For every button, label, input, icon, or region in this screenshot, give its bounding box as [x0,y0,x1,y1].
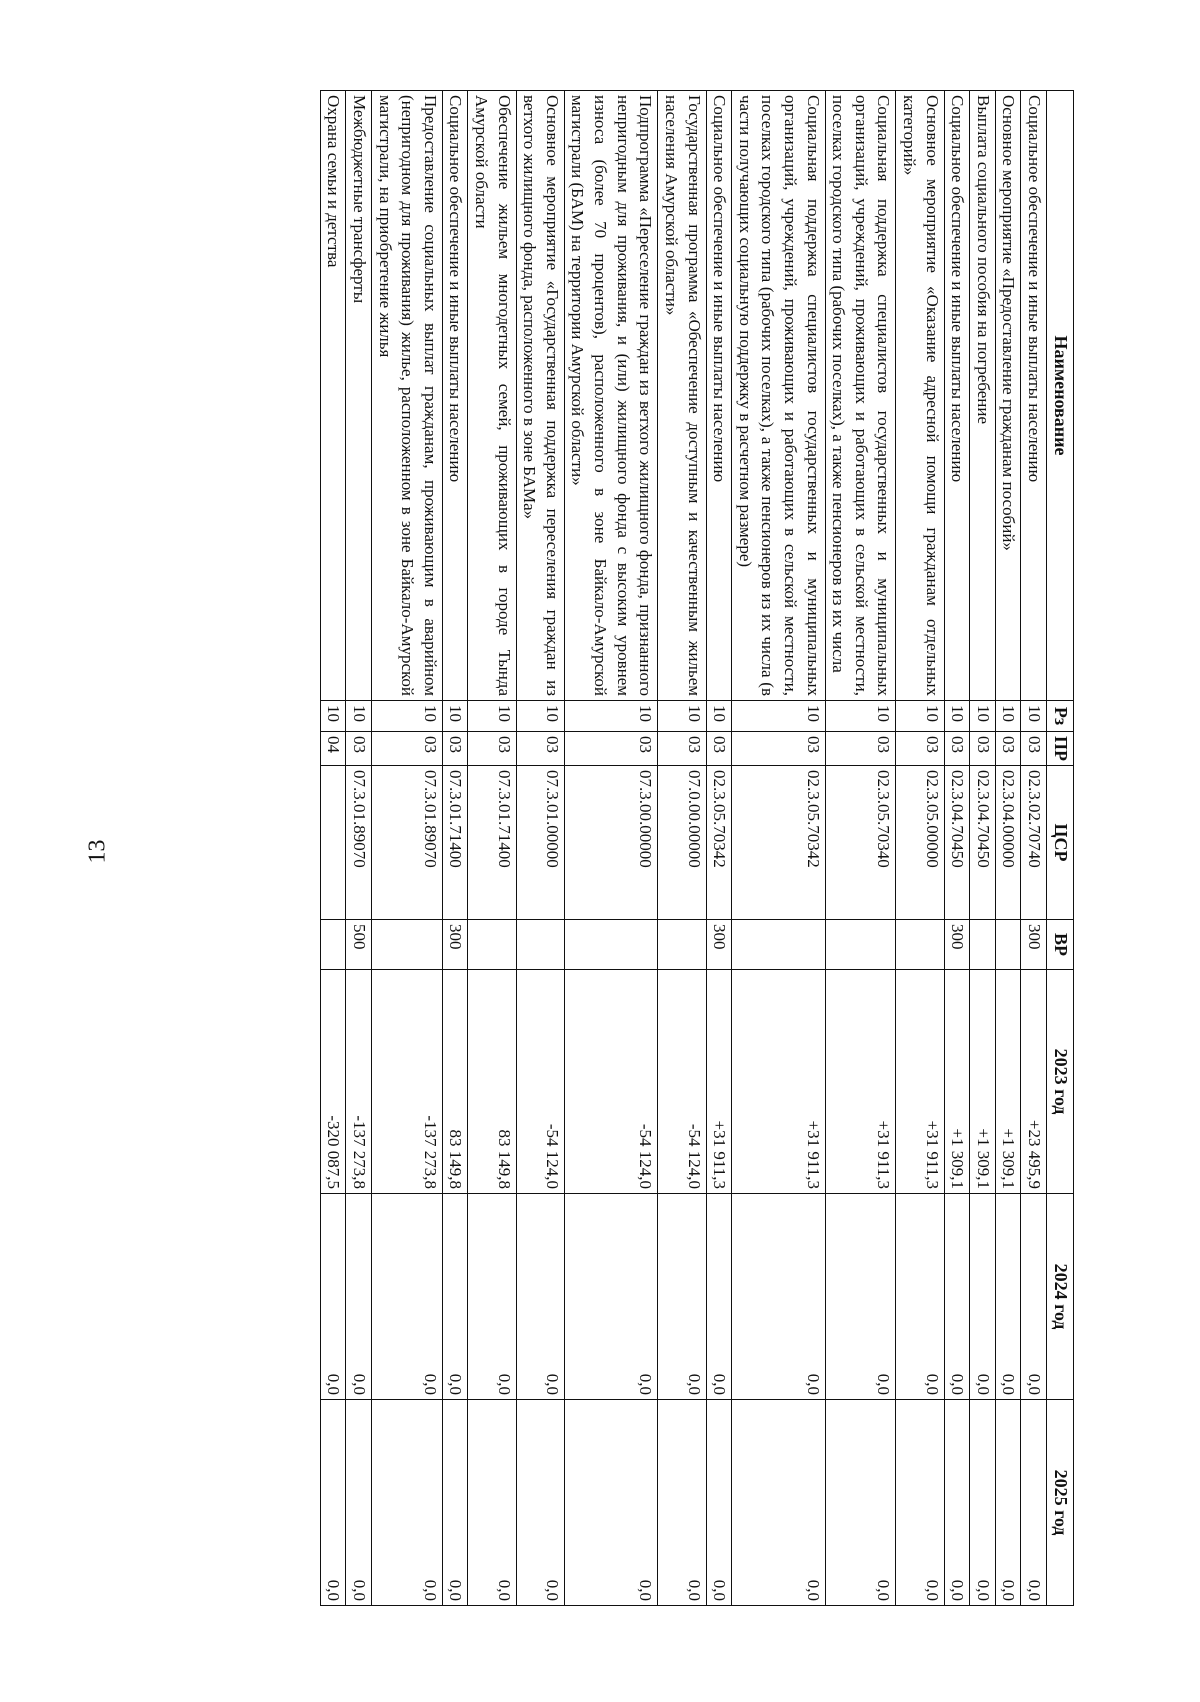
cell-csr: 07.3.01.71400 [468,766,516,920]
cell-rz: 10 [944,701,970,732]
table-row [896,91,944,1606]
cell-2025: 0,0 [896,1400,944,1606]
cell-2025: 0,0 [1021,1400,1047,1606]
cell-vr: 300 [442,920,468,970]
budget-table [320,90,1074,1606]
table-row [970,91,996,1606]
cell-rz: 10 [346,701,372,732]
cell-vr: 500 [346,920,372,970]
cell-csr: 02.3.05.70342 [706,766,732,920]
cell-name: Выплата социального пособия на погребение [970,91,996,701]
rotated-table-container [194,90,1074,1605]
header-2024: 2024 год [1047,1194,1074,1400]
cell-2024: 0,0 [516,1194,564,1400]
cell-vr [995,920,1021,970]
table-row [658,91,706,1606]
table-row [995,91,1021,1606]
cell-2025: 0,0 [564,1400,657,1606]
cell-vr [320,920,346,970]
cell-2023: -137 273,8 [372,970,443,1194]
cell-rz: 10 [320,701,346,732]
cell-pr: 03 [732,732,825,766]
cell-name: Обеспечение жильем многодетных семей, проживающих в городе Тында Амурской области [468,91,516,701]
cell-2023: +1 309,1 [944,970,970,1194]
cell-csr: 07.3.01.89070 [346,766,372,920]
cell-pr: 03 [995,732,1021,766]
header-rz: Рз [1047,701,1074,732]
cell-pr: 03 [825,732,896,766]
table-row [1021,91,1047,1606]
page-number: 13 [84,839,111,864]
cell-vr [825,920,896,970]
cell-vr [658,920,706,970]
cell-pr: 03 [516,732,564,766]
cell-2024: 0,0 [564,1194,657,1400]
cell-pr: 03 [706,732,732,766]
cell-2023: +1 309,1 [970,970,996,1194]
header-csr: ЦСР [1047,766,1074,920]
cell-pr: 03 [944,732,970,766]
cell-pr: 04 [320,732,346,766]
cell-rz: 10 [732,701,825,732]
cell-name: Социальное обеспечение и иные выплаты населению [944,91,970,701]
cell-2023: +23 495,9 [1021,970,1047,1194]
cell-rz: 10 [896,701,944,732]
cell-2024: 0,0 [970,1194,996,1400]
table-row [516,91,564,1606]
cell-name: Социальное обеспечение и иные выплаты населению [706,91,732,701]
cell-name: Основное мероприятие «Предоставление гражданам пособий» [995,91,1021,701]
table-row [706,91,732,1606]
table-row [442,91,468,1606]
cell-pr: 03 [970,732,996,766]
cell-2023: -320 087,5 [320,970,346,1194]
table-row [825,91,896,1606]
cell-rz: 10 [706,701,732,732]
cell-name: Охрана семьи и детства [320,91,346,701]
cell-2025: 0,0 [732,1400,825,1606]
cell-name: Межбюджетные трансферты [346,91,372,701]
cell-pr: 03 [896,732,944,766]
cell-2023: -54 124,0 [516,970,564,1194]
cell-pr: 03 [1021,732,1047,766]
cell-vr [732,920,825,970]
cell-2024: 0,0 [1021,1194,1047,1400]
cell-rz: 10 [564,701,657,732]
cell-rz: 10 [468,701,516,732]
table-row [944,91,970,1606]
cell-2023: +31 911,3 [896,970,944,1194]
cell-2023: +31 911,3 [732,970,825,1194]
cell-2024: 0,0 [896,1194,944,1400]
cell-2024: 0,0 [995,1194,1021,1400]
cell-2025: 0,0 [516,1400,564,1606]
cell-vr [516,920,564,970]
cell-csr: 02.3.04.00000 [995,766,1021,920]
cell-pr: 03 [658,732,706,766]
cell-csr: 02.3.05.00000 [896,766,944,920]
cell-vr: 300 [944,920,970,970]
table-row [468,91,516,1606]
cell-name: Социальная поддержка специалистов государственных и муниципальных организаций, учреждений, проживающих и работающих в сельской местности, поселках городского типа (рабочих поселках), а также пенсионеров из их числа [825,91,896,701]
cell-pr: 03 [442,732,468,766]
cell-csr [320,766,346,920]
cell-rz: 10 [442,701,468,732]
cell-vr [468,920,516,970]
cell-2023: +1 309,1 [995,970,1021,1194]
table-body [320,91,1046,1606]
cell-2024: 0,0 [825,1194,896,1400]
header-vr: ВР [1047,920,1074,970]
cell-csr: 02.3.04.70450 [944,766,970,920]
cell-vr [896,920,944,970]
cell-2025: 0,0 [706,1400,732,1606]
cell-csr: 07.3.01.00000 [516,766,564,920]
table-row [372,91,443,1606]
cell-csr: 07.3.01.89070 [372,766,443,920]
cell-2025: 0,0 [320,1400,346,1606]
header-2025: 2025 год [1047,1400,1074,1606]
cell-rz: 10 [995,701,1021,732]
cell-2025: 0,0 [372,1400,443,1606]
cell-2024: 0,0 [320,1194,346,1400]
cell-2023: -54 124,0 [658,970,706,1194]
cell-2024: 0,0 [658,1194,706,1400]
cell-name: Основное мероприятие «Государственная поддержка переселения граждан из ветхого жилищного фонда, расположенного в зоне БАМа» [516,91,564,701]
cell-csr: 02.3.05.70342 [732,766,825,920]
cell-rz: 10 [970,701,996,732]
cell-vr [372,920,443,970]
header-pr: ПР [1047,732,1074,766]
cell-2024: 0,0 [732,1194,825,1400]
cell-pr: 03 [372,732,443,766]
cell-2025: 0,0 [970,1400,996,1606]
cell-name: Социальное обеспечение и иные выплаты населению [442,91,468,701]
table-header-row [1047,91,1074,1606]
cell-rz: 10 [825,701,896,732]
cell-csr: 07.3.00.00000 [564,766,657,920]
cell-2025: 0,0 [346,1400,372,1606]
cell-2024: 0,0 [944,1194,970,1400]
cell-csr: 02.3.05.70340 [825,766,896,920]
cell-rz: 10 [516,701,564,732]
header-name: Наименование [1047,91,1074,701]
cell-2023: +31 911,3 [706,970,732,1194]
cell-name: Подпрограмма «Переселение граждан из ветхого жилищного фонда, признанного непригодным для проживания, и (или) жилищного фонда с высоким уровнем износа (более 70 процентов), расположенного в зоне Байкало-Амурской магистрали (БАМ) на территории Амурской области» [564,91,657,701]
cell-2024: 0,0 [468,1194,516,1400]
cell-rz: 10 [1021,701,1047,732]
cell-2025: 0,0 [995,1400,1021,1606]
header-2023: 2023 год [1047,970,1074,1194]
cell-2024: 0,0 [346,1194,372,1400]
table-row [346,91,372,1606]
table-row [564,91,657,1606]
cell-2024: 0,0 [442,1194,468,1400]
cell-vr: 300 [706,920,732,970]
cell-pr: 03 [468,732,516,766]
cell-csr: 07.3.01.71400 [442,766,468,920]
cell-name: Государственная программа «Обеспечение доступным и качественным жильем населения Амурской области» [658,91,706,701]
cell-rz: 10 [372,701,443,732]
cell-2025: 0,0 [825,1400,896,1606]
cell-2023: 83 149,8 [442,970,468,1194]
cell-vr [564,920,657,970]
cell-2023: -137 273,8 [346,970,372,1194]
cell-pr: 03 [564,732,657,766]
cell-vr: 300 [1021,920,1047,970]
cell-2023: -54 124,0 [564,970,657,1194]
cell-2024: 0,0 [706,1194,732,1400]
table-row [732,91,825,1606]
cell-2025: 0,0 [442,1400,468,1606]
cell-2023: +31 911,3 [825,970,896,1194]
cell-rz: 10 [658,701,706,732]
cell-csr: 02.3.04.70450 [970,766,996,920]
cell-name: Социальная поддержка специалистов государственных и муниципальных организаций, учреждений, проживающих и работающих в сельской местности, поселках городского типа (рабочих поселках), а также пенсионеров из их числа (в части получающих социальную поддержку в расчетном размере) [732,91,825,701]
table-row [320,91,346,1606]
cell-pr: 03 [346,732,372,766]
cell-2024: 0,0 [372,1194,443,1400]
cell-csr: 02.3.02.70740 [1021,766,1047,920]
cell-csr: 07.0.00.00000 [658,766,706,920]
cell-2025: 0,0 [468,1400,516,1606]
cell-vr [970,920,996,970]
cell-name: Социальное обеспечение и иные выплаты населению [1021,91,1047,701]
cell-2023: 83 149,8 [468,970,516,1194]
cell-name: Предоставление социальных выплат гражданам, проживающим в аварийном (непригодном для проживания) жилье, расположенном в зоне Байкало-Амурской магистрали, на приобретение жилья [372,91,443,701]
cell-2025: 0,0 [658,1400,706,1606]
cell-name: Основное мероприятие «Оказание адресной помощи гражданам отдельных категорий» [896,91,944,701]
cell-2025: 0,0 [944,1400,970,1606]
